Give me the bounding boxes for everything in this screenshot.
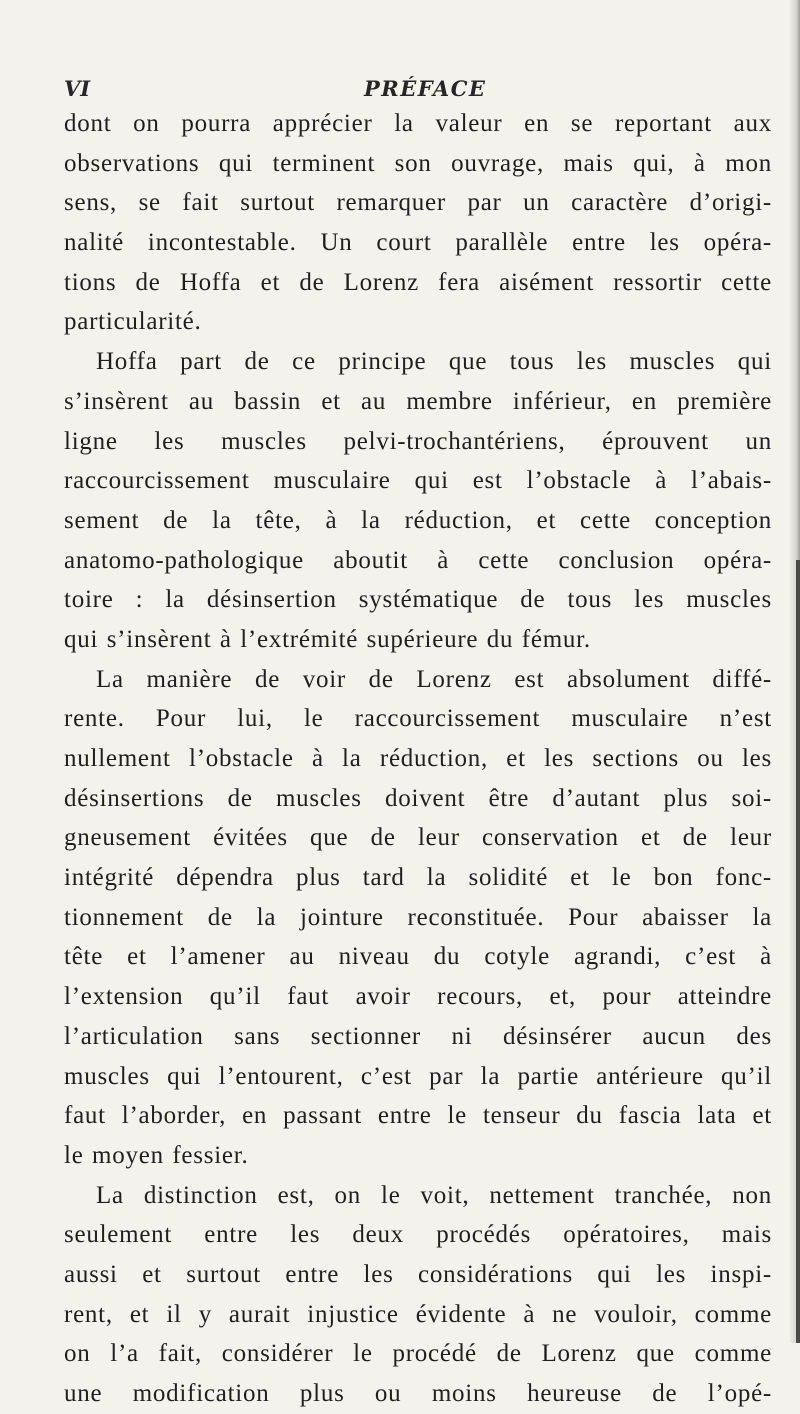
text-line: tionnement de la jointure reconstituée. Pour abaisser la bbox=[64, 903, 772, 931]
text-line: ligne les muscles pelvi-trochantériens, éprouvent un bbox=[64, 427, 772, 455]
text-line: s’insèrent au bassin et au membre inférieur, en première bbox=[64, 387, 772, 415]
text-line: toire : la désinsertion systématique de tous les muscles bbox=[64, 586, 772, 614]
text-line: muscles qui l’entourent, c’est par la partie antérieure qu’il bbox=[64, 1062, 772, 1090]
text-line: nullement l’obstacle à la réduction, et les sections ou les bbox=[64, 745, 772, 772]
text-line: La distinction est, on le voit, nettement tranchée, non bbox=[96, 1181, 772, 1209]
text-line: La manière de voir de Lorenz est absolument diffé- bbox=[96, 665, 772, 693]
text-line: dont on pourra apprécier la valeur en se reportant aux bbox=[64, 110, 772, 137]
page-number: VI bbox=[64, 76, 91, 101]
text-line: seulement entre les deux procédés opératoires, mais bbox=[64, 1221, 772, 1249]
text-line: intégrité dépendra plus tard la solidité et le bon fonc- bbox=[64, 864, 772, 892]
text-line: le moyen fessier. bbox=[64, 1141, 249, 1169]
text-line: Hoffa part de ce principe que tous les muscles qui bbox=[96, 348, 772, 376]
text-line: on l’a fait, considérer le procédé de Lorenz que comme bbox=[64, 1340, 772, 1368]
text-line: raccourcissement musculaire qui est l’obstacle à l’abais- bbox=[64, 467, 772, 495]
text-line: qui s’insèrent à l’extrémité supérieure du fémur. bbox=[64, 625, 591, 653]
text-line: faut l’aborder, en passant entre le tenseur du fascia lata et bbox=[64, 1102, 772, 1130]
text-line: désinsertions de muscles doivent être d’autant plus soi- bbox=[64, 784, 772, 812]
text-line: gneusement évitées que de leur conservation et de leur bbox=[64, 824, 772, 852]
text-line: sement de la tête, à la réduction, et cette conception bbox=[64, 506, 772, 534]
running-title: PRÉFACE bbox=[364, 76, 487, 101]
text-line: sens, se fait surtout remarquer par un caractère d’origi- bbox=[64, 189, 772, 217]
text-line: l’articulation sans sectionner ni désinsérer aucun des bbox=[64, 1022, 772, 1050]
body-text bbox=[64, 104, 772, 1414]
page-binding-edge bbox=[796, 560, 800, 1343]
text-line: anatomo-pathologique aboutit à cette conclusion opéra- bbox=[64, 546, 772, 574]
text-line: tions de Hoffa et de Lorenz fera aisément ressortir cette bbox=[64, 268, 772, 296]
text-line: tête et l’amener au niveau du cotyle agrandi, c’est à bbox=[64, 943, 772, 971]
text-line: aussi et surtout entre les considérations qui les inspi- bbox=[64, 1260, 772, 1288]
text-line: une modification plus ou moins heureuse de l’opé- bbox=[64, 1380, 772, 1407]
text-line: particularité. bbox=[64, 308, 202, 336]
running-header bbox=[64, 70, 772, 104]
text-line: observations qui terminent son ouvrage, mais qui, à mon bbox=[64, 149, 772, 177]
text-line: rente. Pour lui, le raccourcissement musculaire n’est bbox=[64, 705, 772, 733]
text-line: l’extension qu’il faut avoir recours, et, pour atteindre bbox=[64, 983, 772, 1011]
text-line: nalité incontestable. Un court parallèle entre les opéra- bbox=[64, 229, 772, 257]
text-line: rent, et il y aurait injustice évidente à ne vouloir, comme bbox=[64, 1300, 772, 1328]
